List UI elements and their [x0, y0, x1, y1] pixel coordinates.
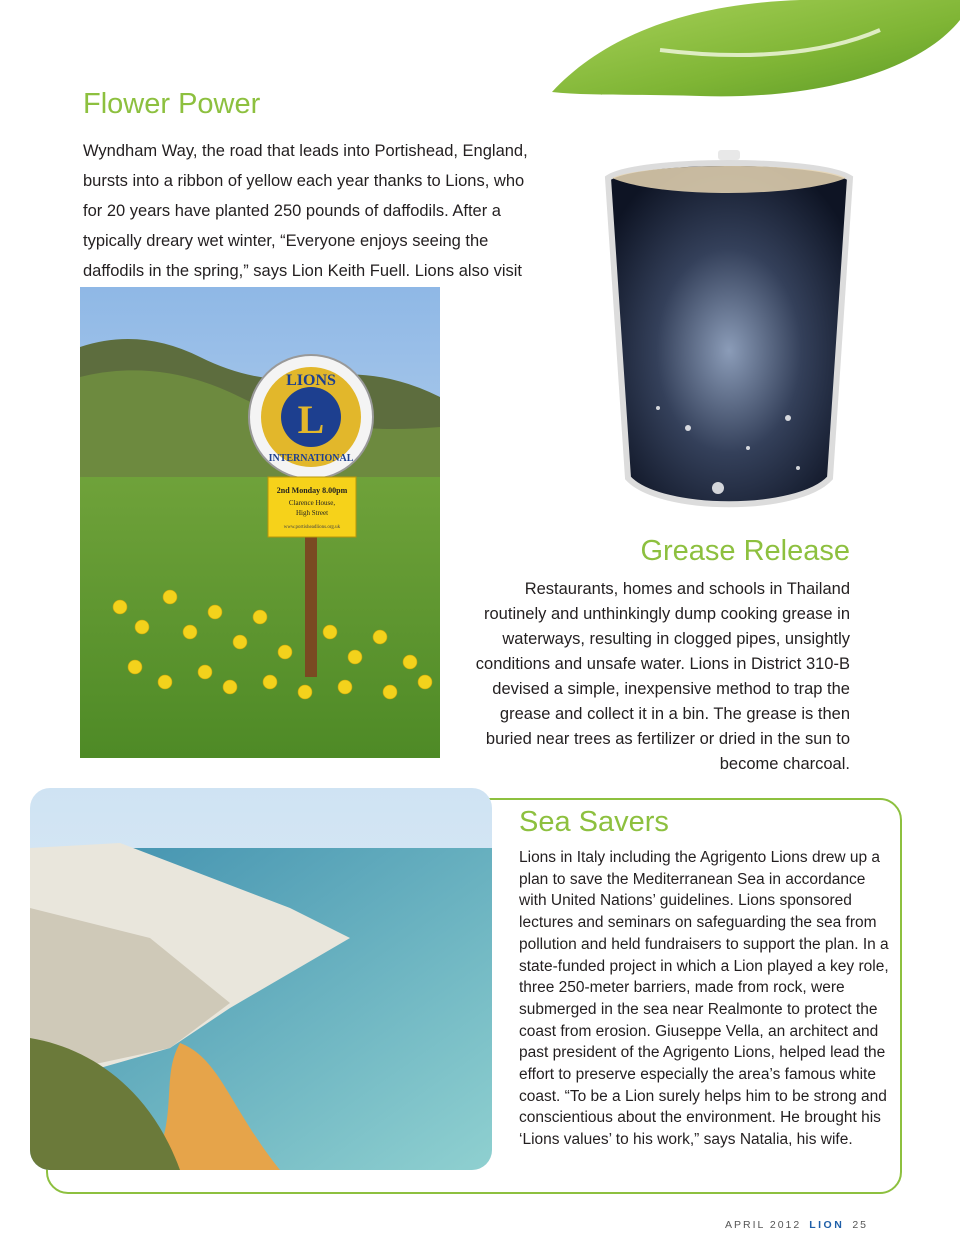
leaf-decoration-icon: [540, 0, 960, 110]
footer-page-number: 25: [852, 1219, 868, 1231]
page-footer: [725, 1219, 868, 1231]
flower-power-body: Wyndham Way, the road that leads into Portishead, England, bursts into a ribbon of yellow each year thanks to Lions, who for 20 years have planted 250 pounds of daffodils. After a typically dreary wet winter, “Everyone enjoys seeing the daffodils in the spring,” says Lion Keith Fuell. Lions also visit: [83, 142, 528, 280]
sign-line-2: Clarence House,: [288, 499, 336, 507]
emblem-bottom-text: INTERNATIONAL: [268, 453, 354, 464]
sign-line-3: High Street: [295, 509, 329, 517]
sign-line-4: www.portisheadlions.org.uk: [283, 525, 341, 530]
emblem-letter: L: [297, 397, 325, 442]
footer-date: APRIL 2012: [724, 1219, 802, 1231]
coast-photo: [30, 788, 492, 1170]
flower-power-title: Flower Power: [83, 88, 261, 120]
sea-savers-title: Sea Savers: [519, 806, 669, 838]
sign-line-1: 2nd Monday 8.00pm: [276, 486, 348, 495]
grease-release-body: Restaurants, homes and schools in Thailand routinely and unthinkingly dump cooking grease in waterways, resulting in clogged pipes, unsightly conditions and unsafe water. Lions in District 310-B devised a simple, inexpensive method to trap the grease and collect it in a bin. The grease is then buried near trees as fertilizer or dried in the sun to become charcoal.: [475, 580, 850, 773]
lions-sign-photo: [80, 287, 440, 758]
sea-savers-body: Lions in Italy including the Agrigento Lions drew up a plan to save the Mediterranean Sea in accordance with United Nations’ guidelines. Lions sponsored lectures and seminars on safeguarding the sea from pollution and held fundraisers to support the plan. In a state-funded project in which a Lion played a key role, three 250-meter barriers, made from rock, were submerged in the sea near Realmonte to protect the coast from erosion. Giuseppe Vella, an architect and past president of the Agrigento Lions, helped lead the effort to preserve especially the area’s famous white coast. “To be a Lion surely helps him to be strong and conscientious about the environment. He brought his ‘Lions values’ to his work,” says Natalia, his wife.: [519, 849, 889, 1149]
emblem-top-text: LIONS: [286, 372, 336, 389]
grease-bin-photo: [598, 148, 860, 516]
footer-magazine: LION: [809, 1219, 845, 1231]
grease-release-title: Grease Release: [640, 535, 850, 567]
